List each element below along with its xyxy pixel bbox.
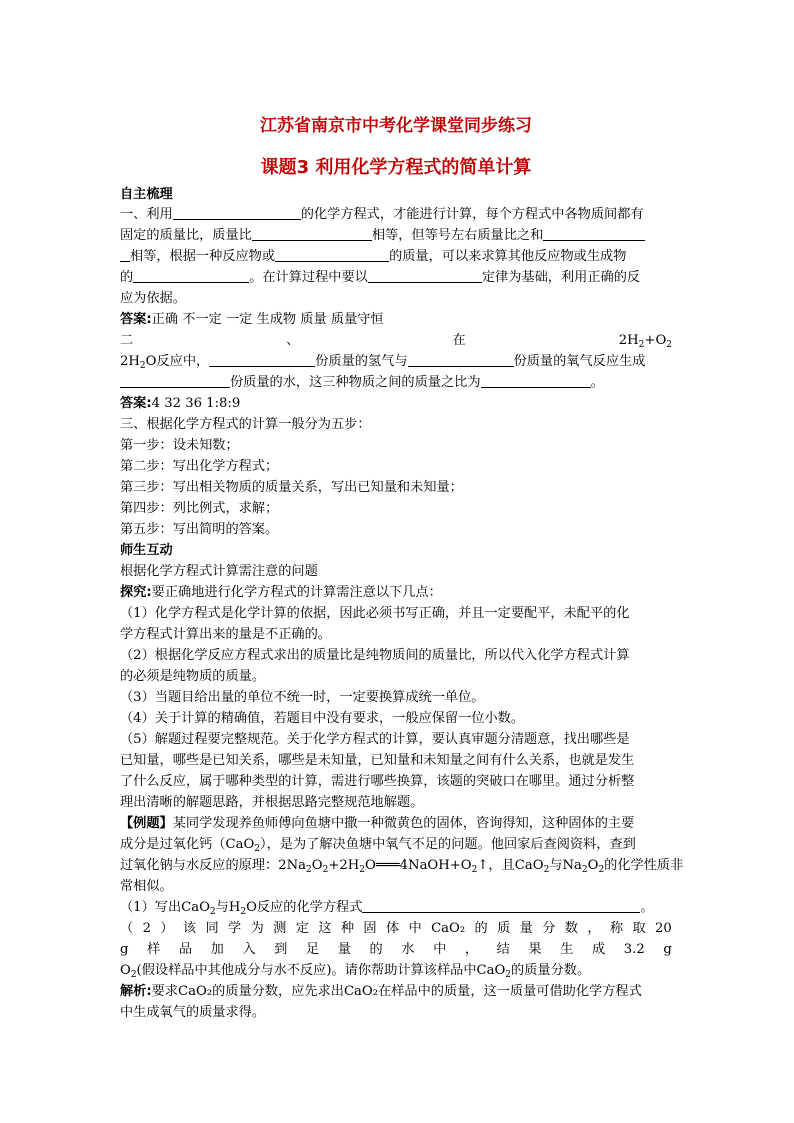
question-word: 数 xyxy=(564,921,578,936)
question-word: 生 xyxy=(560,942,574,957)
paragraph-line: 常相似。 xyxy=(120,879,173,894)
paragraph-line: （3）当题目给出量的单位不统一时，一定要换算成统一单位。 xyxy=(120,690,485,705)
fill-blank[interactable] xyxy=(275,247,389,262)
question-word: 体 xyxy=(385,921,400,936)
fill-blank[interactable] xyxy=(252,226,372,241)
paragraph-line: 二 、 在 $2H_2+O_2$ xyxy=(120,331,672,355)
paragraph-line: $2H_2O$反应中， 份质量的氢气与 份质量的氧气反应生成 xyxy=(120,354,646,371)
page-subtitle: 课题3 利用化学方程式的简单计算 xyxy=(260,157,532,178)
fill-blank[interactable] xyxy=(481,373,591,388)
paragraph-line: 的必须是纯物质的质量。 xyxy=(120,669,266,684)
fill-blank[interactable] xyxy=(120,373,230,388)
fill-blank[interactable] xyxy=(408,352,514,367)
answer-label: 答案: xyxy=(120,396,152,411)
question-word: 同 xyxy=(205,921,219,936)
question-word: 固 xyxy=(363,921,377,936)
question-word: 2 xyxy=(142,921,151,936)
question-line: $O_2$(假设样品中其他成分与水不反应)。请你帮助计算该样品中CaO$_2$的质量分数。 xyxy=(120,963,591,980)
paragraph-line: 学方程式计算出来的量是不正确的。 xyxy=(120,627,331,642)
question-word: 的 xyxy=(474,921,488,936)
section-heading: 自主梳理 xyxy=(120,187,173,202)
question-word: 质 xyxy=(497,921,511,936)
step-item: 第三步：写出相关物质的质量关系，写出已知量和未知量； xyxy=(120,480,463,495)
fill-blank[interactable] xyxy=(173,205,301,220)
paragraph-line: （1）化学方程式是化学计算的依据，因此必须书写正确，并且一定要配平，未配平的化 xyxy=(120,606,630,621)
question-word: 水 xyxy=(401,942,415,957)
question-word: 量 xyxy=(337,942,351,957)
question-word: ， xyxy=(464,942,479,957)
question-line xyxy=(120,919,672,939)
paragraph-line: 应为依据。 xyxy=(120,291,186,306)
question-word: 足 xyxy=(305,942,320,957)
question-word: g xyxy=(120,942,129,957)
fill-blank[interactable] xyxy=(133,268,249,283)
question-line: （1）写出CaO$_2$与$H_2O$反应的化学方程式 。 xyxy=(120,900,654,917)
question-word: 测 xyxy=(273,921,287,936)
paragraph-line: 成分是过氧化钙（CaO$_2$），是为了解决鱼塘中氧气不足的问题。他回家后查阅资料，查到 xyxy=(120,837,636,854)
explore-label: 探究: xyxy=(120,585,152,600)
analysis-label: 解析: xyxy=(120,984,152,999)
answer-blank[interactable] xyxy=(362,898,640,913)
question-word: 20 xyxy=(655,921,672,936)
paragraph-line: 理出清晰的解题思路，并根据思路完整规范地解题。 xyxy=(120,795,424,810)
question-word: 3.2 xyxy=(623,942,645,957)
question-word: 加 xyxy=(210,942,224,957)
answer-line xyxy=(120,394,672,414)
equation: $2H_2+O_2$ xyxy=(618,333,672,350)
paragraph-line: 份质量的水，这三种物质之间的质量之比为 。 xyxy=(120,373,672,393)
question-word: 取 xyxy=(632,921,646,936)
question-word: 这 xyxy=(318,921,332,936)
paragraph-line: 一、利用 的化学方程式，才能进行计算，每个方程式中各物质间都有 xyxy=(120,207,644,222)
paragraph-line: 探究:要正确地进行化学方程式的计算需注意以下几点： xyxy=(120,585,442,600)
question-word: g xyxy=(663,942,672,957)
analysis-line: 中生成氧气的质量求得。 xyxy=(120,1005,266,1020)
step-item: 第二步：写出化学方程式； xyxy=(120,459,279,474)
example-label: 【例题】 xyxy=(120,816,173,831)
question-word: 结 xyxy=(496,942,510,957)
step-item: 第一步：设未知数； xyxy=(120,438,239,453)
fill-blank[interactable] xyxy=(120,247,130,262)
question-word: ， xyxy=(587,921,601,936)
paragraph-line: （2）根据化学反应方程式求出的质量比是纯物质间的质量比，所以代入化学方程式计算 xyxy=(120,648,630,663)
page-title: 江苏省南京市中考化学课堂同步练习 xyxy=(260,116,532,136)
fill-blank[interactable] xyxy=(543,226,645,241)
question-word: 品 xyxy=(178,942,193,957)
section-heading: 师生互动 xyxy=(120,543,173,558)
question-word: 中 xyxy=(408,921,422,936)
step-item: 第四步：列比例式，求解； xyxy=(120,501,279,516)
question-word: 到 xyxy=(274,942,288,957)
paragraph-line: 固定的质量比，质量比 相等，但等号左右质量比之和 xyxy=(120,226,672,246)
paragraph-line: （5）解题过程要完整规范。关于化学方程式的计算，要认真审题分清题意，找出哪些是 xyxy=(120,732,630,747)
paragraph-line: 过氧化钠与水反应的原理：$2Na_2O_2+2H_2O═══4NaOH+O_2↑$，且CaO$_2$与$Na_2O_2$的化学性质非 xyxy=(120,858,684,875)
question-word: 种 xyxy=(340,921,355,936)
question-line xyxy=(120,940,672,960)
question-word: 分 xyxy=(542,921,556,936)
question-word: 成 xyxy=(591,942,606,957)
paragraph-line: 了什么反应，属于哪种类型的计算，需进行哪些换算，该题的突破口在哪里。通过分析整 xyxy=(120,774,635,789)
question-word: 中 xyxy=(433,942,447,957)
question-word: 该 xyxy=(182,921,197,936)
question-word: 入 xyxy=(242,942,256,957)
question-word: 样 xyxy=(147,942,161,957)
question-word: （ xyxy=(120,921,134,936)
paragraph-line: 三、根据化学方程式的计算一般分为五步： xyxy=(120,417,371,432)
question-word: 为 xyxy=(250,921,264,936)
question-word: CaO₂ xyxy=(431,921,466,936)
analysis-line: 解析:要求CaO₂的质量分数，应先求出CaO₂在样品中的质量，这一质量可借助化学方程式 xyxy=(120,984,642,999)
paragraph-line: （4）关于计算的精确值，若题目中没有要求，一般应保留一位小数。 xyxy=(120,711,525,726)
question-word: 称 xyxy=(609,921,624,936)
step-item: 第五步：写出简明的答案。 xyxy=(120,522,279,537)
question-word: 学 xyxy=(228,921,242,936)
answer-text: 4 32 36 1:8:9 xyxy=(151,396,241,411)
paragraph-line: 已知量，哪些是已知关系，哪些是未知量，已知量和未知量之间有什么关系，也就是发生 xyxy=(120,753,635,768)
fill-blank[interactable] xyxy=(368,268,482,283)
fill-blank[interactable] xyxy=(209,352,315,367)
paragraph-line: 根据化学方程式计算需注意的问题 xyxy=(120,564,318,579)
answer-text: 正确 不一定 一定 生成物 质量 质量守恒 xyxy=(151,312,384,327)
paragraph-line: 相等，根据一种反应物或 的质量，可以来求算其他反应物或生成物 xyxy=(120,247,672,267)
paragraph-line: 的 。在计算过程中要以 定律为基础，利用正确的反 xyxy=(120,270,641,285)
question-word: 量 xyxy=(519,921,533,936)
question-word: 的 xyxy=(369,942,383,957)
question-word: ） xyxy=(160,921,174,936)
paragraph-line: 【例题】某同学发现养鱼师傅向鱼塘中撒一种微黄色的固体，咨询得知，这种固体的主要 xyxy=(120,816,635,831)
answer-label: 答案: xyxy=(120,312,152,327)
answer-line xyxy=(120,310,672,330)
question-word: 果 xyxy=(528,942,542,957)
question-word: 定 xyxy=(295,921,309,936)
